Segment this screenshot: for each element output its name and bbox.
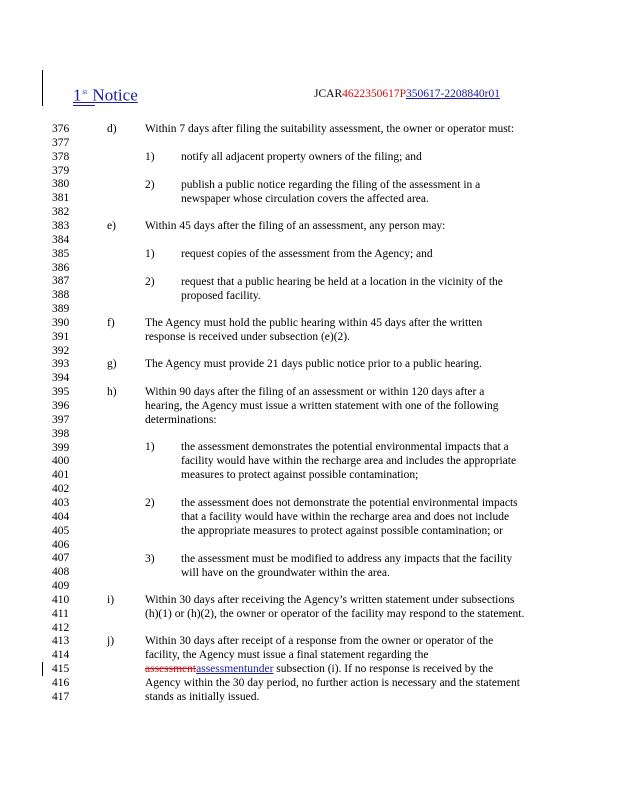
- line-number: 378: [52, 150, 70, 163]
- line-number: 407: [52, 552, 70, 565]
- para-d2-line-1: publish a public notice regarding the filing of the assessment in a: [181, 179, 481, 191]
- para-e-line-1: Within 45 days after the filing of an assessment, any person may:: [145, 220, 446, 232]
- para-j-line-3-rest: subsection (i). If no response is received by the: [273, 663, 494, 675]
- label-h2: 2): [145, 497, 155, 509]
- para-h1-line-2: facility would have within the recharge area and includes the appropriate: [181, 455, 517, 467]
- inserted-text: assessmentunder: [196, 663, 274, 675]
- label-e1: 1): [145, 248, 155, 260]
- line-number: 388: [52, 289, 70, 302]
- line-number: 401: [52, 469, 70, 482]
- para-i-line-2: (h)(1) or (h)(2), the owner or operator of the facility may respond to the statement.: [145, 608, 525, 620]
- line-number: 393: [52, 358, 70, 371]
- line-number: 385: [52, 247, 70, 260]
- para-h-line-2: hearing, the Agency must issue a written statement with one of the following: [145, 400, 499, 412]
- line-number: 410: [52, 593, 70, 606]
- line-number: 376: [52, 123, 70, 135]
- line-number: 382: [52, 206, 70, 219]
- label-h: h): [107, 386, 117, 398]
- para-g-line-1: The Agency must provide 21 days public notice prior to a public hearing.: [145, 358, 482, 370]
- para-h2-line-2: that a facility would have within the recharge area and does not include: [181, 511, 510, 523]
- label-e: e): [107, 220, 116, 232]
- para-j-line-3: [145, 663, 493, 675]
- line-number: 417: [52, 690, 70, 703]
- para-h3-line-1: the assessment must be modified to address any impacts that the facility: [181, 553, 513, 565]
- line-number: 391: [52, 330, 70, 343]
- line-number: 389: [52, 303, 70, 315]
- line-number: 399: [52, 441, 70, 454]
- label-e2: 2): [145, 276, 155, 288]
- line-number: 400: [52, 455, 70, 468]
- line-number: 414: [52, 649, 70, 662]
- para-h2-line-3: the appropriate measures to protect against possible contamination; or: [181, 525, 503, 537]
- code-inserted: 350617-2208840r01: [406, 88, 500, 100]
- label-d1: 1): [145, 151, 155, 163]
- para-h1-line-3: measures to protect against possible contamination;: [181, 469, 419, 481]
- line-number: 416: [52, 677, 70, 689]
- deleted-text: assessment: [145, 663, 197, 675]
- label-g: g): [107, 358, 117, 370]
- label-i: i): [107, 594, 115, 606]
- label-j: j): [107, 635, 115, 647]
- line-number: 383: [52, 219, 70, 232]
- code-prefix: JCAR: [314, 88, 343, 100]
- line-number: 413: [52, 635, 70, 648]
- para-h-line-1: Within 90 days after the filing of an assessment or within 120 days after a: [145, 386, 485, 398]
- line-number: 415: [52, 663, 70, 676]
- para-e1-line-1: request copies of the assessment from the Agency; and: [181, 248, 433, 260]
- line-number: 395: [52, 386, 70, 399]
- para-h3-line-2: will have on the groundwater within the area.: [181, 567, 390, 579]
- para-j-line-1: Within 30 days after receipt of a response from the owner or operator of the: [145, 635, 494, 647]
- line-number: 396: [52, 400, 70, 412]
- line-number: 387: [52, 275, 70, 288]
- change-bar-line-415: [42, 662, 43, 676]
- line-number: 412: [52, 621, 70, 634]
- line-number: 386: [52, 261, 70, 274]
- label-h1: 1): [145, 441, 155, 453]
- line-number: 403: [52, 496, 70, 509]
- line-number: 379: [52, 164, 70, 177]
- label-f: f): [107, 317, 115, 329]
- para-f-line-1: The Agency must hold the public hearing within 45 days after the written: [145, 317, 483, 329]
- para-e2-line-2: proposed facility.: [181, 290, 261, 302]
- para-e2-line-1: request that a public hearing be held at a location in the vicinity of the: [181, 276, 503, 288]
- para-f-line-2: response is received under subsection (e)(2).: [145, 331, 351, 343]
- para-j-line-2: facility, the Agency must issue a final statement regarding the: [145, 649, 429, 661]
- para-i-line-1: Within 30 days after receiving the Agency’s written statement under subsections: [145, 594, 515, 606]
- page-title: [73, 83, 138, 105]
- para-h2-line-1: the assessment does not demonstrate the potential environmental impacts: [181, 497, 518, 509]
- label-h3: 3): [145, 553, 155, 565]
- para-d1-line-1: notify all adjacent property owners of the filing; and: [181, 151, 422, 163]
- para-j-line-4: Agency within the 30 day period, no further action is necessary and the statement: [145, 677, 520, 689]
- para-d-line-1: Within 7 days after filing the suitability assessment, the owner or operator must:: [145, 123, 515, 135]
- line-number: 381: [52, 192, 70, 205]
- title-superscript: st: [82, 88, 88, 96]
- line-number: 392: [52, 344, 70, 357]
- title-number: 1: [73, 85, 82, 105]
- line-number: 406: [52, 538, 70, 551]
- title-word: Notice: [92, 85, 138, 105]
- line-number: 398: [52, 427, 70, 440]
- change-bar-header: [42, 70, 43, 106]
- line-number: 402: [52, 483, 70, 496]
- line-number: 411: [52, 607, 69, 620]
- line-number: 397: [52, 413, 70, 426]
- line-number: 384: [52, 233, 70, 246]
- para-h-line-3: determinations:: [145, 414, 217, 426]
- para-d2-line-2: newspaper whose circulation covers the affected area.: [181, 193, 429, 205]
- line-number: 390: [52, 316, 70, 329]
- line-number: 405: [52, 524, 70, 537]
- para-j-line-5: stands as initially issued.: [145, 691, 260, 703]
- title-double-underline: [73, 102, 95, 106]
- line-number: 409: [52, 580, 70, 592]
- document-code: [314, 88, 500, 100]
- label-d: d): [107, 123, 117, 135]
- code-deleted: 4622350617P: [342, 88, 407, 100]
- line-number: 380: [52, 178, 70, 191]
- line-number: 394: [52, 372, 70, 385]
- line-number: 404: [52, 510, 70, 523]
- label-d2: 2): [145, 179, 155, 191]
- line-number: 408: [52, 566, 70, 579]
- line-number: 377: [52, 136, 70, 149]
- para-h1-line-1: the assessment demonstrates the potential environmental impacts that a: [181, 441, 509, 453]
